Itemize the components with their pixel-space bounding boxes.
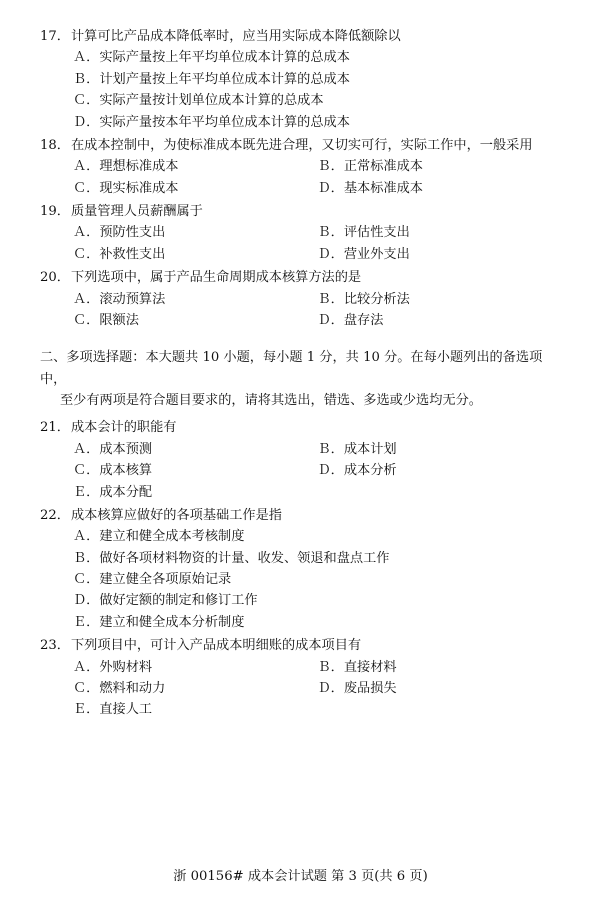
question-20: [40, 267, 562, 331]
question-number: 22．: [40, 507, 70, 523]
option-b[interactable]: Ｂ．正常标准成本: [317, 159, 423, 175]
question-options: [40, 47, 562, 133]
option-a[interactable]: Ａ．建立和健全成本考核制度: [73, 529, 245, 545]
option-d[interactable]: Ｄ．废品损失: [317, 680, 397, 696]
option-c[interactable]: Ｃ．实际产量按计划单位成本计算的总成本: [73, 93, 324, 109]
question-stem: [40, 635, 562, 656]
option-a[interactable]: Ａ．理想标准成本: [73, 159, 179, 175]
option-b[interactable]: Ｂ．计划产量按上年平均单位成本计算的总成本: [73, 71, 350, 87]
section-heading-line-2: 至少有两项是符合题目要求的，请将其选出，错选、多选或少选均无分。: [60, 393, 482, 408]
option-d[interactable]: Ｄ．实际产量按本年平均单位成本计算的总成本: [73, 114, 350, 130]
option-b[interactable]: Ｂ．直接材料: [317, 659, 397, 675]
question-18: [40, 135, 562, 199]
question-text: 成本会计的职能有: [70, 420, 177, 436]
option-c[interactable]: Ｃ．现实标准成本: [73, 180, 179, 196]
option-a[interactable]: Ａ．成本预测: [73, 441, 153, 457]
option-c[interactable]: Ｃ．成本核算: [73, 463, 153, 479]
option-b[interactable]: Ｂ．评估性支出: [317, 225, 410, 241]
option-d[interactable]: Ｄ．营业外支出: [317, 246, 410, 262]
question-text: 下列选项中，属于产品生命周期成本核算方法的是: [70, 270, 362, 286]
option-a[interactable]: Ａ．滚动预算法: [73, 291, 166, 307]
question-text: 下列项目中，可计入产品成本明细账的成本项目有: [70, 638, 362, 654]
question-number: 21．: [40, 420, 70, 436]
section-heading-line-1: 二、多项选择题：本大题共 10 小题，每小题 1 分，共 10 分。在每小题列出的备选项中，: [40, 350, 543, 387]
option-a[interactable]: Ａ．外购材料: [73, 659, 153, 675]
option-e[interactable]: Ｅ．建立和健全成本分析制度: [73, 614, 245, 630]
question-stem: [40, 201, 562, 222]
option-a[interactable]: Ａ．预防性支出: [73, 225, 166, 241]
question-number: 23．: [40, 638, 70, 654]
option-b[interactable]: Ｂ．做好各项材料物资的计量、收发、领退和盘点工作: [73, 550, 390, 566]
question-number: 18．: [40, 137, 70, 153]
option-b[interactable]: Ｂ．比较分析法: [317, 291, 410, 307]
option-b[interactable]: Ｂ．成本计划: [317, 441, 397, 457]
question-options: [40, 526, 562, 633]
question-stem: [40, 267, 562, 288]
question-stem: [40, 505, 562, 526]
page-footer: 浙 00156# 成本会计试题 第 3 页(共 6 页): [173, 869, 428, 884]
question-options: [40, 222, 562, 265]
option-e[interactable]: Ｅ．成本分配: [73, 484, 153, 500]
question-options: [40, 439, 562, 503]
option-d[interactable]: Ｄ．基本标准成本: [317, 180, 423, 196]
question-stem: [40, 135, 562, 156]
question-options: [40, 657, 562, 721]
question-number: 20．: [40, 270, 70, 286]
question-17: [40, 26, 562, 133]
question-22: [40, 505, 562, 633]
option-c[interactable]: Ｃ．建立健全各项原始记录: [73, 572, 232, 587]
question-text: 计算可比产品成本降低率时，应当用实际成本降低额除以: [70, 29, 401, 44]
option-c[interactable]: Ｃ．燃料和动力: [73, 680, 166, 696]
question-text: 在成本控制中，为使标准成本既先进合理，又切实可行，实际工作中，一般采用: [70, 137, 533, 153]
question-options: [40, 156, 562, 199]
question-23: [40, 635, 562, 721]
option-e[interactable]: Ｅ．直接人工: [73, 702, 153, 718]
question-text: 成本核算应做好的各项基础工作是指: [70, 507, 282, 523]
option-d[interactable]: Ｄ．做好定额的制定和修订工作: [73, 593, 258, 609]
option-d[interactable]: Ｄ．盘存法: [317, 312, 384, 328]
option-a[interactable]: Ａ．实际产量按上年平均单位成本计算的总成本: [73, 50, 350, 66]
question-21: [40, 417, 562, 503]
option-d[interactable]: Ｄ．成本分析: [317, 463, 397, 479]
section-heading: [40, 347, 562, 411]
option-c[interactable]: Ｃ．补救性支出: [73, 246, 166, 262]
question-options: [40, 289, 562, 332]
question-stem: [40, 26, 562, 47]
question-number: 19．: [40, 204, 70, 219]
option-c[interactable]: Ｃ．限额法: [73, 312, 139, 328]
question-stem: [40, 417, 562, 438]
page-body: [40, 26, 562, 723]
question-text: 质量管理人员薪酬属于: [70, 204, 203, 219]
question-19: [40, 201, 562, 265]
question-number: 17．: [40, 29, 70, 44]
